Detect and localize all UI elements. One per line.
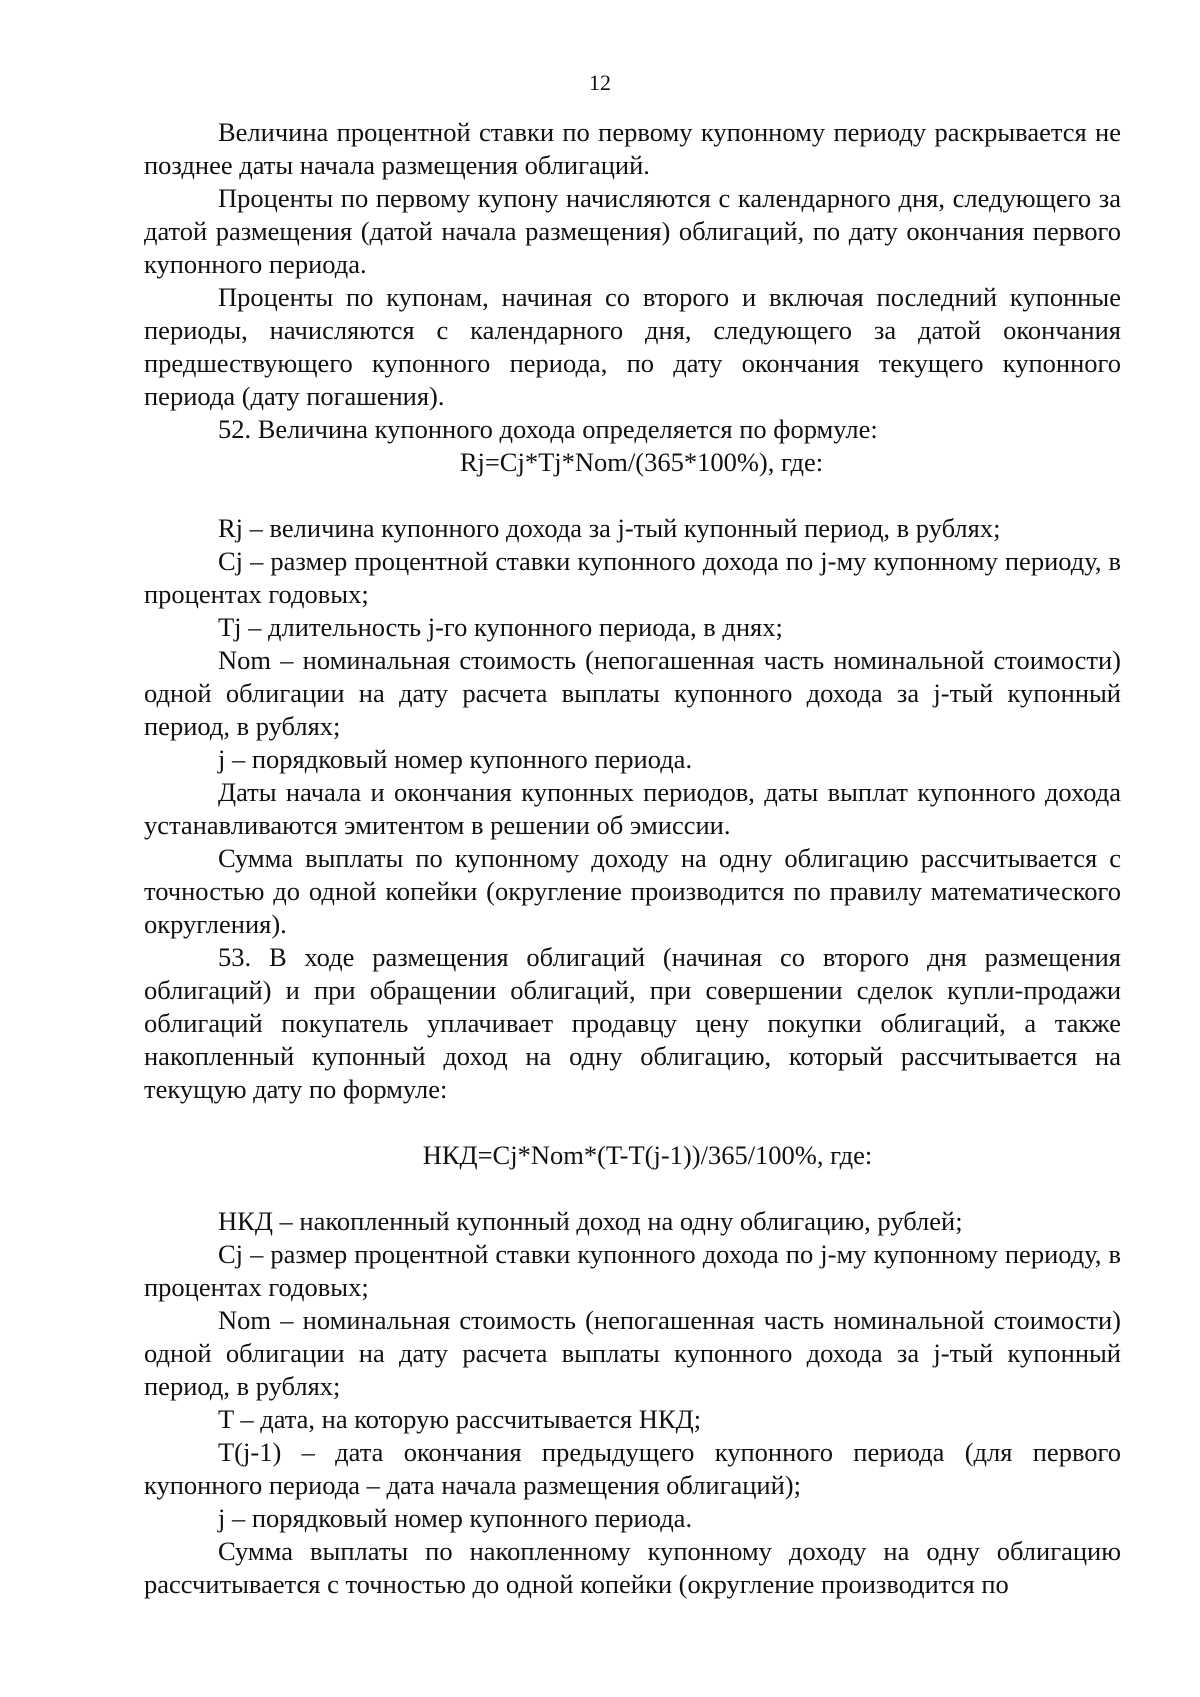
definition-nom: Nom – номинальная стоимость (непогашенная часть номинальной стоимости) одной облигации на дату расчета выплаты купонного дохода за j-тый купонный период, в рублях; bbox=[144, 1305, 1121, 1401]
paragraph: Проценты по первому купону начисляются с календарного дня, следующего за датой размещения (датой начала размещения) облигаций, по дату окончания первого купонного периода. bbox=[144, 183, 1121, 279]
paragraph: Сумма выплаты по накопленному купонному доходу на одну облигацию рассчитывается с точностью до одной копейки (округление производится по bbox=[144, 1536, 1121, 1599]
page-number: 12 bbox=[589, 70, 611, 95]
paragraph: Проценты по купонам, начиная со второго и включая последний купонные периоды, начисляются с календарного дня, следующего за датой окончания предшествующего купонного периода, по дату окончания текущего купонного периода (дату погашения). bbox=[144, 282, 1121, 411]
definition-nom: Nom – номинальная стоимость (непогашенная часть номинальной стоимости) одной облигации на дату расчета выплаты купонного дохода за j-тый купонный период, в рублях; bbox=[144, 645, 1121, 741]
definition-tj: Tj – длительность j-го купонного периода, в днях; bbox=[218, 612, 783, 642]
definition-nkd: НКД – накопленный купонный доход на одну облигацию, рублей; bbox=[218, 1206, 963, 1236]
definition-j: j – порядковый номер купонного периода. bbox=[218, 744, 693, 774]
paragraph: Даты начала и окончания купонных периодов, даты выплат купонного дохода устанавливаются эмитентом в решении об эмиссии. bbox=[144, 777, 1121, 840]
definition-j: j – порядковый номер купонного периода. bbox=[218, 1503, 693, 1533]
clause-52-heading: 52. Величина купонного дохода определяется по формуле: bbox=[218, 414, 878, 444]
definition-cj: Cj – размер процентной ставки купонного дохода по j-му купонному периоду, в процентах годовых; bbox=[144, 1239, 1121, 1302]
paragraph: Величина процентной ставки по первому купонному периоду раскрывается не позднее даты начала размещения облигаций. bbox=[144, 117, 1121, 180]
coupon-income-formula: Rj=Cj*Tj*Nom/(365*100%), где: bbox=[459, 447, 824, 477]
accrued-income-formula: НКД=Cj*Nom*(T-T(j-1))/365/100%, где: bbox=[422, 1140, 873, 1170]
definition-t-prev: T(j-1) – дата окончания предыдущего купонного периода (для первого купонного периода – дата начала размещения облигаций); bbox=[144, 1437, 1121, 1500]
page-body bbox=[144, 116, 1121, 1601]
definition-rj: Rj – величина купонного дохода за j-тый купонный период, в рублях; bbox=[218, 513, 1001, 543]
clause-53-paragraph: 53. В ходе размещения облигаций (начиная со второго дня размещения облигаций) и при обращении облигаций, при совершении сделок купли-продажи облигаций покупатель уплачивает продавцу цену покупки облигаций, а также накопленный купонный доход на одну облигацию, который рассчитывается на текущую дату по формуле: bbox=[144, 942, 1121, 1104]
definition-cj: Cj – размер процентной ставки купонного дохода по j-му купонному периоду, в процентах годовых; bbox=[144, 546, 1121, 609]
definition-t: T – дата, на которую рассчитывается НКД; bbox=[218, 1404, 702, 1434]
paragraph: Сумма выплаты по купонному доходу на одну облигацию рассчитывается с точностью до одной копейки (округление производится по правилу математического округления). bbox=[144, 843, 1121, 939]
